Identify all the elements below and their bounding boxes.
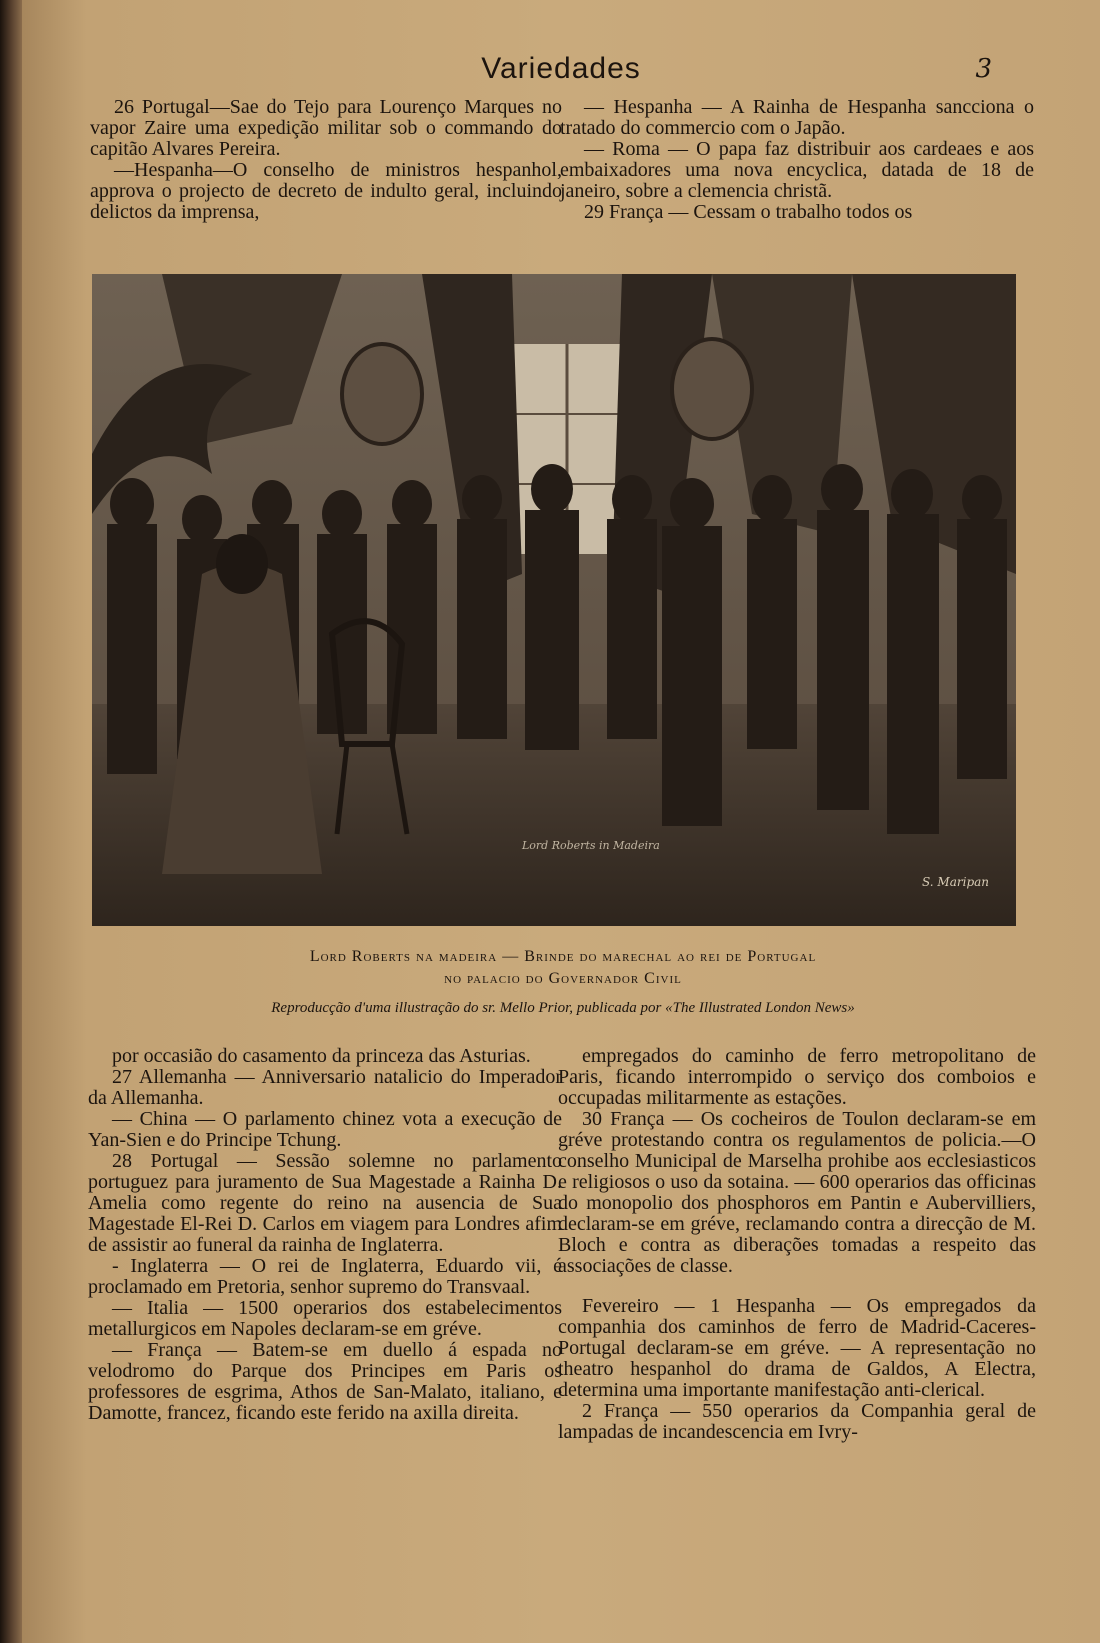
- paragraph: — Hespanha — A Rainha de Hespanha sancciona o tratado do commercio com o Japão.: [560, 96, 1034, 139]
- medallion: [342, 344, 422, 444]
- column-top-left: [90, 97, 562, 223]
- medallion: [672, 339, 752, 439]
- illustration-credit: Reproducção d'uma illustração do sr. Mello Prior, publicada por «The Illustrated London News»: [271, 1000, 855, 1016]
- paragraph: Fevereiro — 1 Hespanha — Os empregados da companhia dos caminhos de ferro de Madrid-Caceres-Portugal declaram-se em gréve. — A representação no theatro hespanhol do drama de Galdos, A Electra, determina uma importante manifestação anti-clerical.: [558, 1295, 1036, 1401]
- paragraph: 26 Portugal—Sae do Tejo para Lourenço Marques no vapor Zaire uma expedição militar sob o commando do capitão Alvares Pereira.: [90, 96, 562, 160]
- paragraph: - Inglaterra — O rei de Inglaterra, Eduardo vii, é proclamado em Pretoria, senhor supremo do Transvaal.: [88, 1255, 562, 1298]
- paragraph: 28 Portugal — Sessão solemne no parlamento portuguez para juramento de Sua Magestade a Rainha D. Amelia como regente do reino na ausencia de Sua Magestade El-Rei D. Carlos em viagem para Londres afim de assistir ao funeral da rainha de Inglaterra.: [88, 1150, 562, 1256]
- paragraph: 30 França — Os cocheiros de Toulon declaram-se em gréve protestando contra os regulamentos de policia.—O conselho Municipal de Marselha prohibe aos ecclesiasticos e religiosos o uso da sotaina. — 600 operarios das officinas do monopolio dos phosphoros em Pantin e Aubervilliers, declaram-se em gréve, reclamando contra a direcção de M. Bloch e contra as diberações tomadas a respeito das associações de classe.: [558, 1108, 1036, 1277]
- paragraph: 2 França — 550 operarios da Companhia geral de lampadas de incandescencia em Ivry-: [558, 1400, 1036, 1443]
- page-number: 3: [975, 54, 992, 84]
- column-bottom-right: [558, 1046, 1036, 1443]
- paragraph: 29 França — Cessam o trabalho todos os: [584, 201, 913, 223]
- paragraph: — França — Batem-se em duello á espada no velodromo do Parque dos Principes em Paris os professores de esgrima, Athos de San-Malato, italiano, e Damotte, francez, ficando este ferido na axilla direita.: [88, 1339, 562, 1424]
- paragraph: — China — O parlamento chinez vota a execução de Yan-Sien e do Principe Tchung.: [88, 1108, 562, 1151]
- column-top-right: [560, 97, 1034, 223]
- pencil-inscription: Lord Roberts in Madeira: [522, 839, 660, 852]
- artist-signature: S. Maripan: [922, 875, 990, 889]
- running-head: [22, 52, 1100, 92]
- paragraph: — Roma — O papa faz distribuir aos cardeaes e aos embaixadores uma nova encyclica, datada de 18 de janeiro, sobre a clemencia christã.: [560, 138, 1034, 202]
- book-spine: [0, 0, 22, 1643]
- page-title: Variedades: [481, 52, 641, 85]
- column-bottom-left: [88, 1046, 562, 1424]
- paragraph: empregados do caminho de ferro metropolitano de Paris, ficando interrompido o serviço dos comboios e occupadas militarmente as estações.: [558, 1045, 1036, 1109]
- paragraph: —Hespanha—O conselho de ministros hespanhol, approva o projecto de decreto de indulto geral, incluindo delictos da imprensa,: [90, 159, 562, 223]
- paragraph: 27 Allemanha — Anniversario natalicio do Imperador da Allemanha.: [88, 1066, 562, 1109]
- paragraph: por occasião do casamento da princeza das Asturias.: [112, 1045, 531, 1067]
- magazine-page: [22, 0, 1100, 1643]
- paragraph: — Italia — 1500 operarios dos estabelecimentos metallurgicos em Napoles declaram-se em gréve.: [88, 1297, 562, 1340]
- engraving-illustration: [92, 274, 1016, 926]
- caption-line-1: Lord Roberts na madeira — Brinde do marechal ao rei de Portugal: [309, 948, 817, 965]
- illustration-drawing: [92, 274, 1016, 926]
- caption-line-2: no palacio do Governador Civil: [444, 970, 682, 987]
